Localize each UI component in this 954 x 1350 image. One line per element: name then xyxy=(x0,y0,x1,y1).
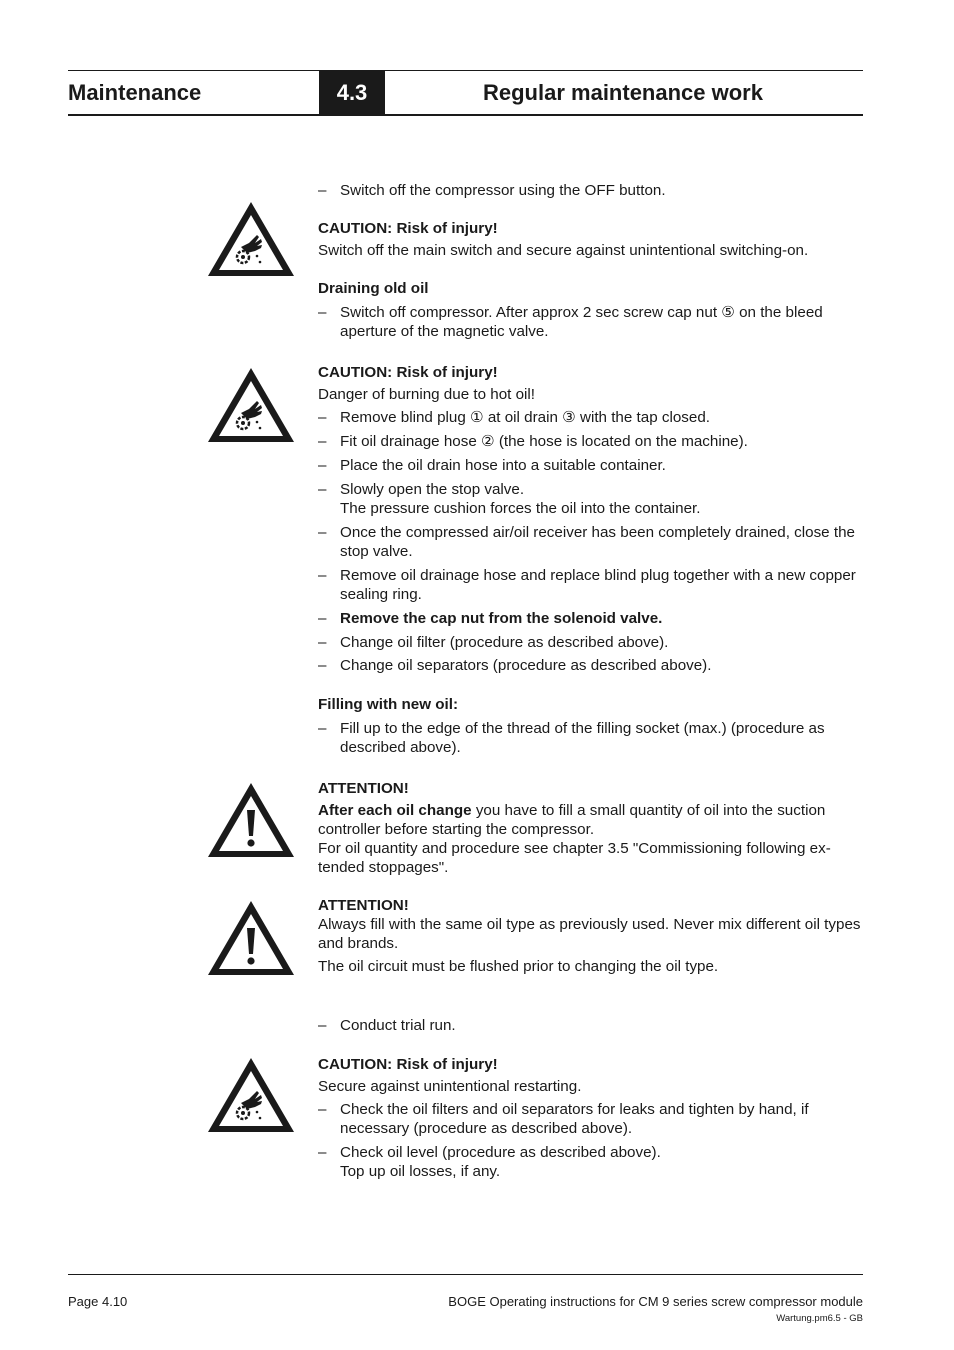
caution-title: CAUTION: Risk of injury! xyxy=(318,364,498,381)
attention-block xyxy=(318,779,863,877)
document-title: BOGE Operating instructions for CM 9 series screw compressor module xyxy=(448,1294,863,1309)
list-item: – Remove the cap nut from the solenoid valve. xyxy=(318,610,663,627)
header-top-rule xyxy=(68,70,863,71)
list-item: – Switch off the compressor using the OFF button. xyxy=(318,182,666,199)
list-item: – Once the compressed air/oil receiver has been completely drained, close the stop valve. xyxy=(318,524,855,560)
chapter-title: Maintenance xyxy=(68,80,202,105)
list-item: – Remove blind plug ① at oil drain ③ with the tap closed. xyxy=(318,409,710,426)
page-number: Page 4.10 xyxy=(68,1294,128,1309)
list-item: – Check oil level (procedure as described above). Top up oil losses, if any. xyxy=(318,1144,661,1180)
attention-text: For oil quantity and procedure see chapter 3.5 "Commissioning following ex-tended stoppages". xyxy=(318,840,831,876)
header-bottom-rule xyxy=(68,114,863,116)
list-item: – Slowly open the stop valve. The pressure cushion forces the oil into the container. xyxy=(318,481,701,517)
section-number: 4.3 xyxy=(319,71,385,114)
caution-title: CAUTION: Risk of injury! xyxy=(318,220,498,237)
list-item: – Conduct trial run. xyxy=(318,1017,456,1034)
caution-text: Danger of burning due to hot oil! xyxy=(318,386,535,403)
caution-block xyxy=(318,219,863,260)
attention-block xyxy=(318,896,863,976)
caution-text: Switch off the main switch and secure against unintentional switching-on. xyxy=(318,242,809,259)
list-item: – Remove oil drainage hose and replace blind plug together with a new copper sealing ring. xyxy=(318,567,856,603)
file-reference: Wartung.pm6.5 - GB xyxy=(776,1313,863,1324)
section-title: Regular maintenance work xyxy=(483,80,763,105)
list-item: – Fit oil drainage hose ② (the hose is located on the machine). xyxy=(318,433,748,450)
list-item: – Change oil separators (procedure as described above). xyxy=(318,657,712,674)
caution-block xyxy=(318,363,863,404)
exclamation-warning-icon xyxy=(205,898,297,978)
hand-gear-hazard-icon xyxy=(205,365,297,445)
attention-text: Always fill with the same oil type as previously used. Never mix different oil types and brands. xyxy=(318,916,861,952)
list-item: – Fill up to the edge of the thread of the filling socket (max.) (procedure as described above). xyxy=(318,720,825,756)
hand-gear-hazard-icon xyxy=(205,199,297,279)
attention-title: ATTENTION! xyxy=(318,897,409,914)
attention-text: The oil circuit must be flushed prior to changing the oil type. xyxy=(318,958,719,975)
list-item: – Check the oil filters and oil separators for leaks and tighten by hand, if necessary (procedure as described above). xyxy=(318,1101,809,1137)
caution-text: Secure against unintentional restarting. xyxy=(318,1078,582,1095)
caution-title: CAUTION: Risk of injury! xyxy=(318,1056,498,1073)
list-item: – Place the oil drain hose into a suitable container. xyxy=(318,457,666,474)
list-item: – Change oil filter (procedure as described above). xyxy=(318,634,669,651)
caution-block xyxy=(318,1055,863,1096)
hand-gear-hazard-icon xyxy=(205,1055,297,1135)
list-item: – Switch off compressor. After approx 2 sec screw cap nut ⑤ on the bleed aperture of the magnetic valve. xyxy=(318,304,823,340)
subheading: Filling with new oil: xyxy=(318,696,459,713)
attention-text: After each oil change you have to fill a small quantity of oil into the suction controller before starting the compressor. xyxy=(318,802,826,838)
exclamation-warning-icon xyxy=(205,780,297,860)
footer-rule xyxy=(68,1274,863,1275)
attention-title: ATTENTION! xyxy=(318,780,409,797)
subheading: Draining old oil xyxy=(318,280,429,297)
